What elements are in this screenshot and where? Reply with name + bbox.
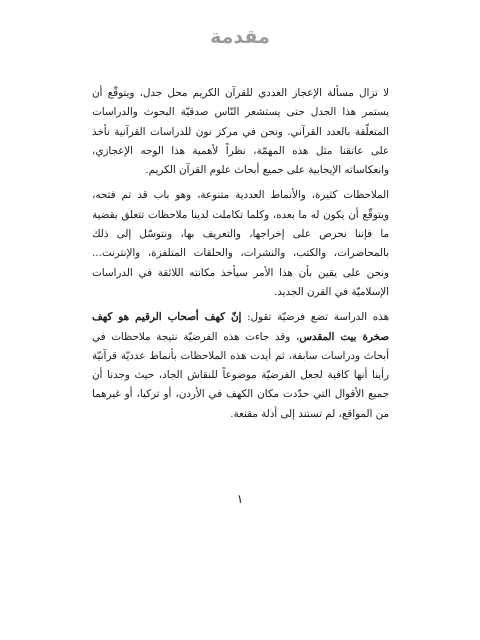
body-text — [92, 84, 389, 430]
paragraph-2: الملاحظات كثيرة، والأنماط العددية متنوعة، وهو باب قد تم فتحه، ويتوقّع أن يكون له ما بعده، وكلما تكاملت لدينا ملاحظات تتعلق بقضية ما فإننا نحرص على إخراجها، والتعريف بها، ونتوسّل إلى ذلك بالمحاضرات، والكتب، والنشرات، والحلقات المتلفزة، والإنترنت... ونحن على يقين بأن هذا الأمر سيأخذ مكانته اللائقة في الدراسات الإسلاميّة في القرن الجديد. — [92, 189, 389, 298]
paragraph-3-body: ، وقد جاءت هذه الفرضيّة نتيجة ملاحظات في أبحاث ودراسات سابقة، ثم أيدت هذه الملاحظات بأنماط عدديّة قرآنيّة رأينا أنها كافية لجعل الفرضيّة موضوعاً للنقاش الجاد، حيث وجدنا أن جميع الأقوال التي حدّدت مكان الكهف في الأردن، أو تركيا، أو غيرهما من المواقع، لم تستند إلى أدلة مقنعة. — [92, 330, 389, 420]
page-number: ١ — [236, 492, 244, 506]
hypothesis-statement: إنّ كهف أصحاب الرقيم هو كهف صخرة بيت المقدس — [92, 311, 389, 343]
paragraph-3 — [92, 308, 389, 424]
paragraph-1: لا تزال مسألة الإعجاز العددي للقرآن الكريم محل جدل، ويتوقّع أن يستمر هذا الجدل حتى يستشعر النّاس صدقيّة البحوث والدراسات المتعلّقة بالعدد القرآني. ونحن في مركز نون للدراسات القرآنية نأخذ على عاتقنا مثل هذه المهمّة، نظراً لأهمية هذا الوجه الإعجازي، وانعكاساته الإيجابية على جميع أبحاث علوم القرآن الكريم. — [92, 87, 389, 177]
page-title: مقدمة — [210, 26, 270, 48]
paragraph-3-intro: هذه الدراسة تضع فرضيّة تقول: — [241, 311, 389, 324]
